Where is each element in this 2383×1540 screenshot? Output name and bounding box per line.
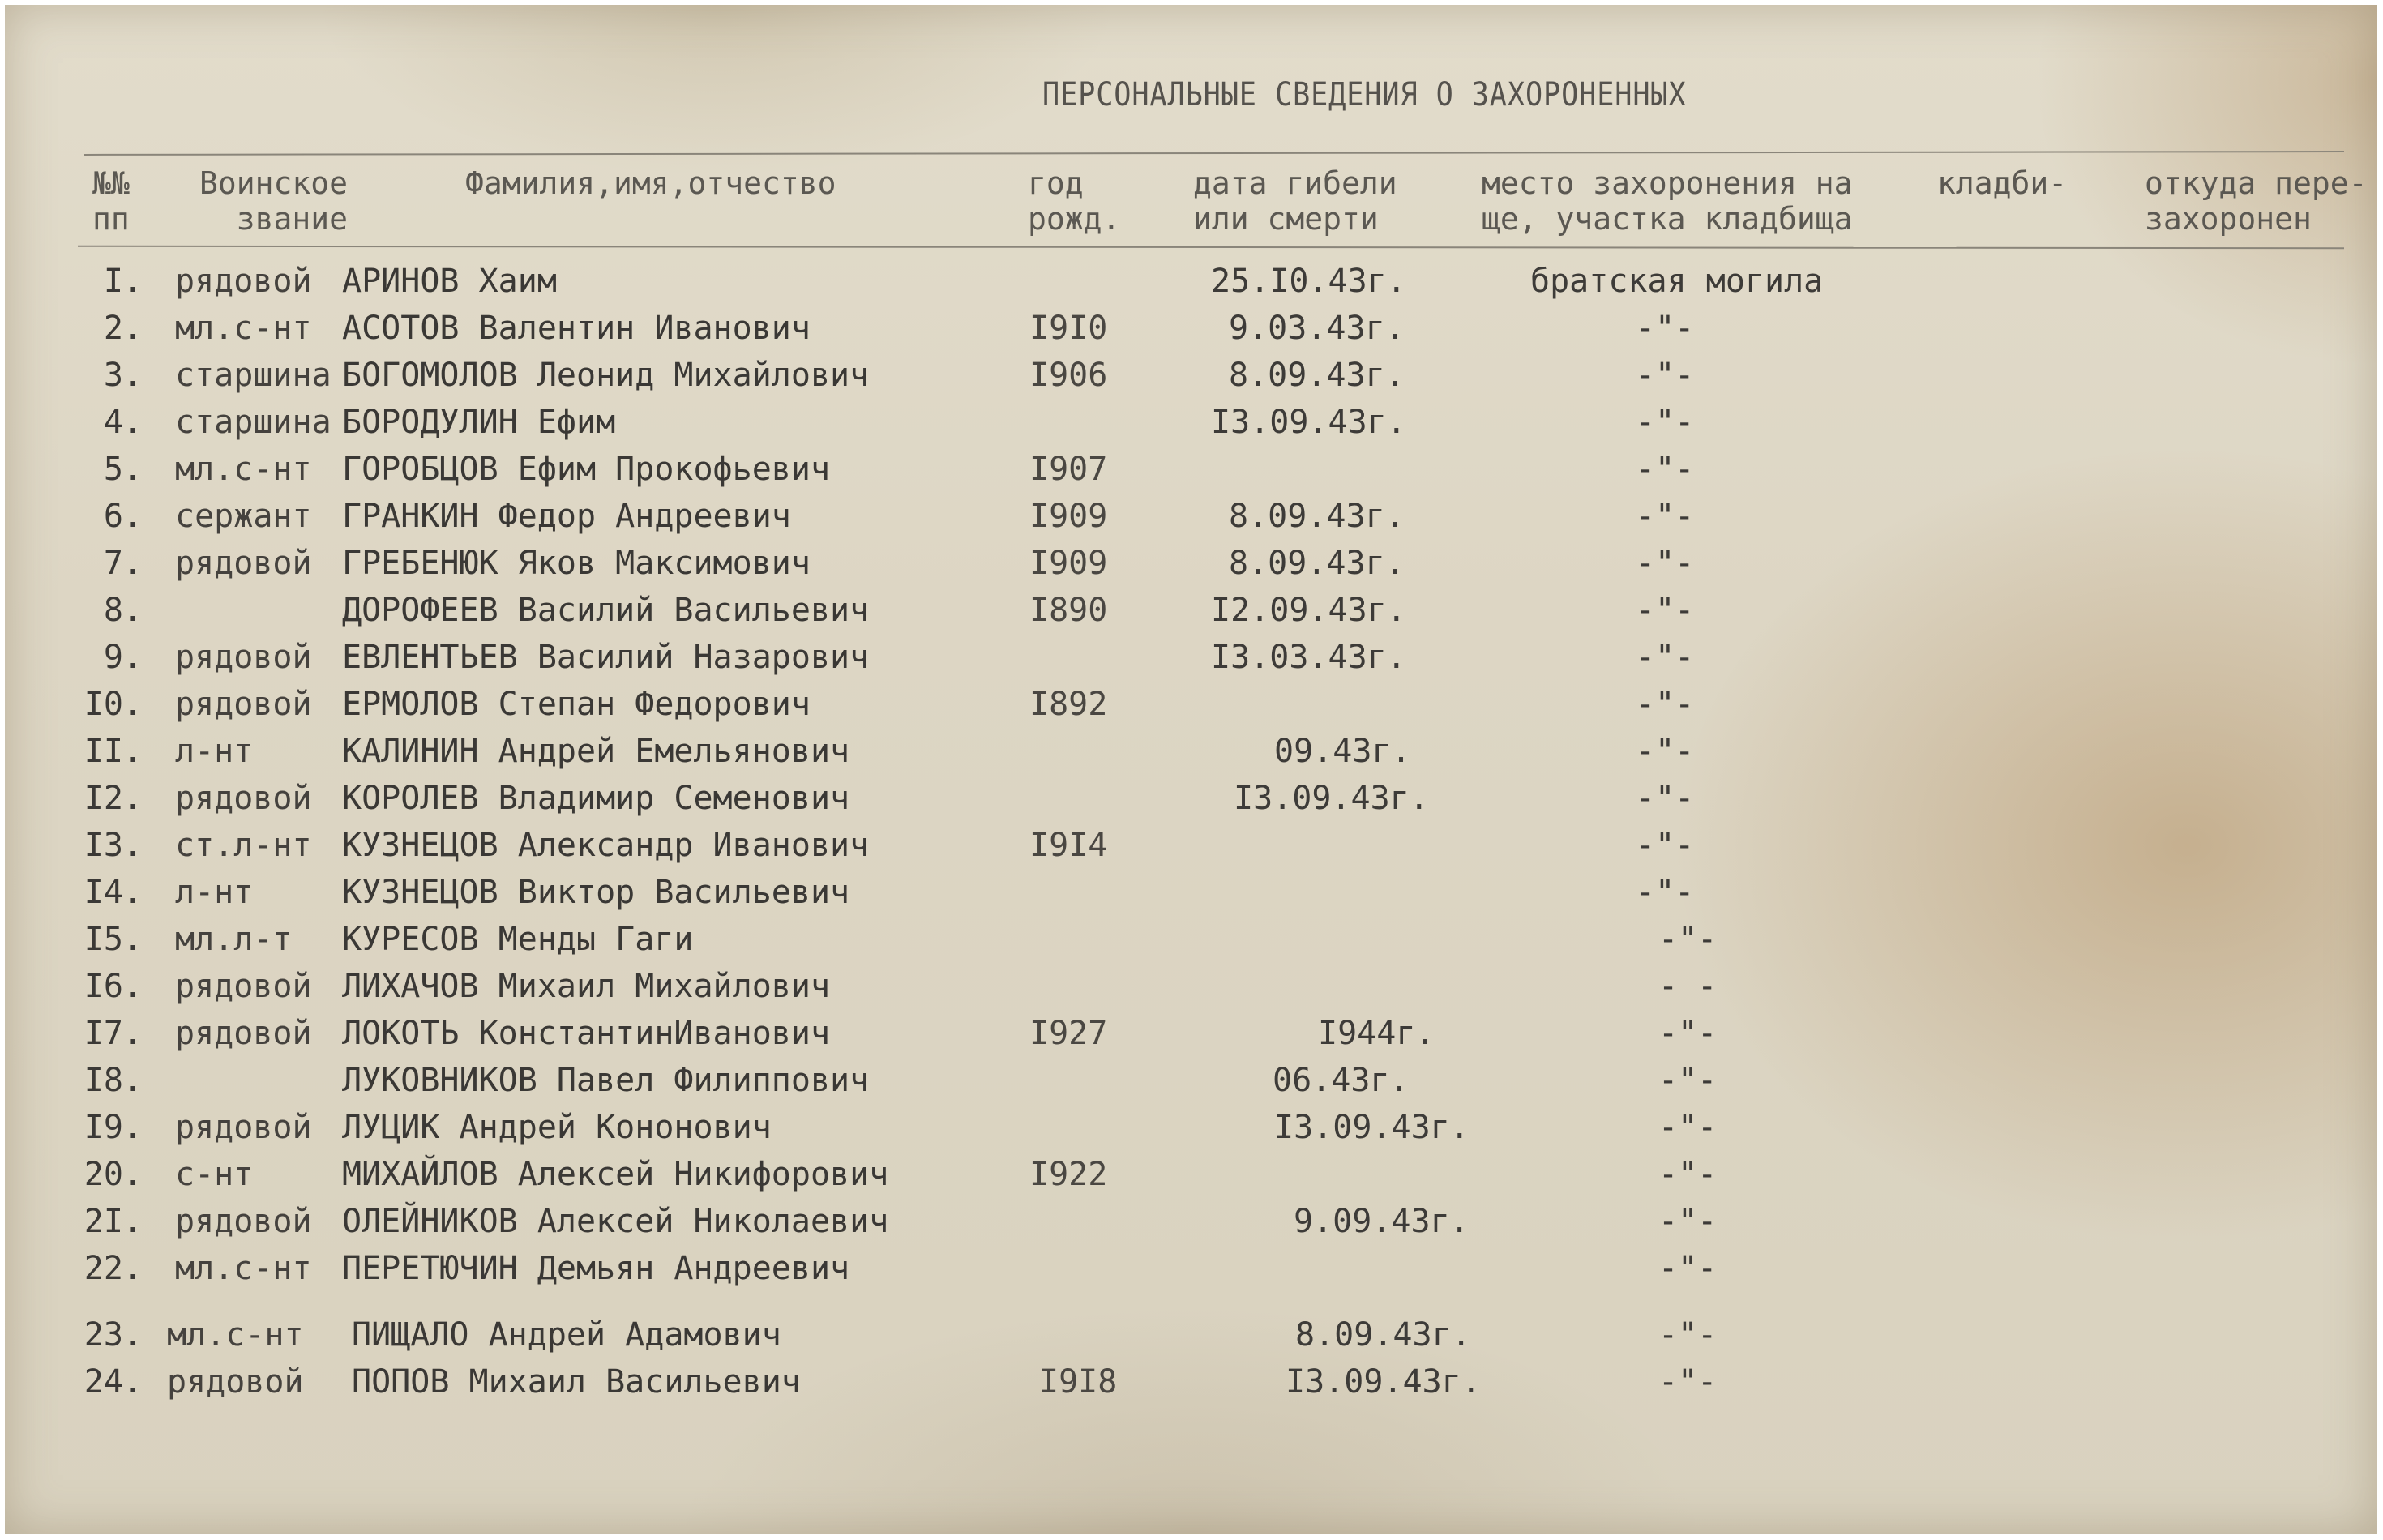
header-cemetery: кладби- [1937,165,2068,201]
row-birth-year: I890 [1029,592,1108,629]
row-full-name: АРИНОВ Хаим [342,263,557,300]
row-number: I6. [83,968,143,1005]
row-rank: рядовой [175,1109,312,1146]
row-birth-year: I9I4 [1029,827,1108,864]
row-rank: рядовой [175,545,312,582]
row-number: 22. [83,1250,143,1287]
row-number: 7. [103,545,143,582]
row-full-name: ПЕРЕТЮЧИН Демьян Андреевич [342,1250,850,1287]
row-birth-year: I909 [1029,545,1108,582]
row-death-date: 9.03.43г. [1229,310,1405,347]
row-rank: л-нт [175,874,254,911]
row-number: 23. [83,1316,143,1354]
row-burial-place: -"- [1636,639,1695,676]
row-rank: рядовой [167,1363,304,1401]
row-number: I0. [83,686,143,723]
row-burial-place: братская могила [1530,263,1824,300]
row-rank: рядовой [175,1015,312,1052]
header-reburied-from: откуда пере- захоронен [2145,165,2368,237]
document-title: ПЕРСОНАЛЬНЫЕ СВЕДЕНИЯ О ЗАХОРОНЕННЫХ [1042,76,1687,113]
row-burial-place: -"- [1658,1109,1718,1146]
row-burial-place: -"- [1658,1250,1718,1287]
row-burial-place: -"- [1658,1316,1718,1354]
row-burial-place: -"- [1636,404,1695,441]
row-burial-place: -"- [1636,545,1695,582]
header-number: №№ пп [92,165,130,237]
row-number: 8. [103,592,143,629]
row-full-name: ЕРМОЛОВ Степан Федорович [342,686,811,723]
header-birth-year: год рожд. [1028,165,1121,237]
row-full-name: ОЛЕЙНИКОВ Алексей Николаевич [342,1203,889,1240]
row-burial-place: -"- [1658,1156,1718,1193]
row-rank: л-нт [175,733,254,770]
row-death-date: 8.09.43г. [1295,1316,1471,1354]
row-number: I7. [83,1015,143,1052]
row-rank: мл.с-нт [167,1316,304,1354]
row-burial-place: -"- [1636,827,1695,864]
row-rank: ст.л-нт [175,827,312,864]
row-number: 3. [103,357,143,394]
row-number: 20. [83,1156,143,1193]
row-rank: рядовой [175,686,312,723]
row-burial-place: -"- [1658,1203,1718,1240]
row-death-date: 09.43г. [1274,733,1411,770]
row-death-date: 9.09.43г. [1294,1203,1470,1240]
row-death-date: 06.43г. [1273,1062,1410,1099]
row-birth-year: I892 [1029,686,1108,723]
row-full-name: ЛИХАЧОВ Михаил Михайлович [342,968,831,1005]
row-burial-place: -"- [1636,874,1695,911]
row-number: 4. [103,404,143,441]
row-full-name: ПИЩАЛО Андрей Адамович [352,1316,781,1354]
row-full-name: КУЗНЕЦОВ Александр Иванович [342,827,870,864]
row-number: 5. [103,451,143,488]
row-burial-place: -"- [1636,357,1695,394]
row-death-date: I944г. [1318,1015,1435,1052]
document-page [5,5,2377,1534]
row-full-name: КАЛИНИН Андрей Емельянович [342,733,850,770]
row-number: 9. [103,639,143,676]
row-rank: старшина [175,357,332,394]
row-rank: мл.с-нт [175,451,312,488]
row-number: I9. [83,1109,143,1146]
row-number: 2I. [83,1203,143,1240]
row-full-name: МИХАЙЛОВ Алексей Никифорович [342,1156,889,1193]
row-birth-year: I927 [1029,1015,1108,1052]
row-full-name: ГРЕБЕНЮК Яков Максимович [342,545,811,582]
row-full-name: ЕВЛЕНТЬЕВ Василий Назарович [342,639,870,676]
row-rank: с-нт [175,1156,254,1193]
header-burial-place: место захоронения на ще, участка кладбища [1482,165,1853,237]
row-full-name: БОРОДУЛИН Ефим [342,404,616,441]
row-rank: рядовой [175,780,312,817]
header-full-name: Фамилия,имя,отчество [465,165,836,201]
row-number: I2. [83,780,143,817]
row-death-date: 25.I0.43г. [1211,263,1406,300]
row-death-date: 8.09.43г. [1229,498,1405,535]
row-full-name: БОГОМОЛОВ Леонид Михайлович [342,357,870,394]
row-burial-place: -"- [1636,780,1695,817]
row-number: I5. [83,921,143,958]
row-burial-place: -"- [1636,733,1695,770]
row-full-name: ПОПОВ Михаил Васильевич [352,1363,801,1401]
row-death-date: I3.09.43г. [1274,1109,1470,1146]
row-burial-place: - - [1658,968,1718,1005]
row-rank: рядовой [175,968,312,1005]
row-rank: мл.с-нт [175,310,312,347]
row-death-date: 8.09.43г. [1229,545,1405,582]
row-burial-place: -"- [1658,1015,1718,1052]
row-death-date: I3.03.43г. [1211,639,1406,676]
row-number: 2. [103,310,143,347]
row-full-name: ДОРОФЕЕВ Василий Васильевич [342,592,870,629]
row-rank: сержант [175,498,312,535]
row-rank: рядовой [175,639,312,676]
row-number: I8. [83,1062,143,1099]
row-number: I4. [83,874,143,911]
row-number: II. [83,733,143,770]
row-burial-place: -"- [1636,686,1695,723]
row-burial-place: -"- [1658,921,1718,958]
row-burial-place: -"- [1636,498,1695,535]
burial-table [5,5,2377,1534]
row-death-date: I2.09.43г. [1211,592,1406,629]
row-full-name: КУЗНЕЦОВ Виктор Васильевич [342,874,850,911]
row-burial-place: -"- [1658,1363,1718,1401]
row-birth-year: I9I0 [1029,310,1108,347]
header-death-date: дата гибели или смерти [1193,165,1397,237]
row-full-name: АСОТОВ Валентин Иванович [342,310,811,347]
row-death-date: I3.09.43г. [1286,1363,1481,1401]
row-number: 6. [103,498,143,535]
row-death-date: I3.09.43г. [1211,404,1406,441]
row-full-name: КУРЕСОВ Менды Гаги [342,921,694,958]
header-rank: Воинское звание [199,165,349,237]
row-death-date: I3.09.43г. [1234,780,1429,817]
row-birth-year: I922 [1029,1156,1108,1193]
row-birth-year: I909 [1029,498,1108,535]
row-full-name: КОРОЛЕВ Владимир Семенович [342,780,850,817]
row-burial-place: -"- [1636,451,1695,488]
row-burial-place: -"- [1636,592,1695,629]
row-full-name: ЛУКОВНИКОВ Павел Филиппович [342,1062,870,1099]
row-number: I. [103,263,143,300]
row-rank: рядовой [175,263,312,300]
row-full-name: ЛУЦИК Андрей Кононович [342,1109,772,1146]
row-rank: старшина [175,404,332,441]
row-number: I3. [83,827,143,864]
row-birth-year: I906 [1029,357,1108,394]
row-burial-place: -"- [1658,1062,1718,1099]
row-number: 24. [83,1363,143,1401]
row-full-name: ГОРОБЦОВ Ефим Прокофьевич [342,451,831,488]
row-full-name: ЛОКОТЬ КонстантинИванович [342,1015,831,1052]
row-burial-place: -"- [1636,310,1695,347]
row-rank: рядовой [175,1203,312,1240]
row-full-name: ГРАНКИН Федор Андреевич [342,498,791,535]
row-birth-year: I907 [1029,451,1108,488]
row-rank: мл.с-нт [175,1250,312,1287]
row-birth-year: I9I8 [1039,1363,1118,1401]
row-death-date: 8.09.43г. [1229,357,1405,394]
row-rank: мл.л-т [175,921,293,958]
